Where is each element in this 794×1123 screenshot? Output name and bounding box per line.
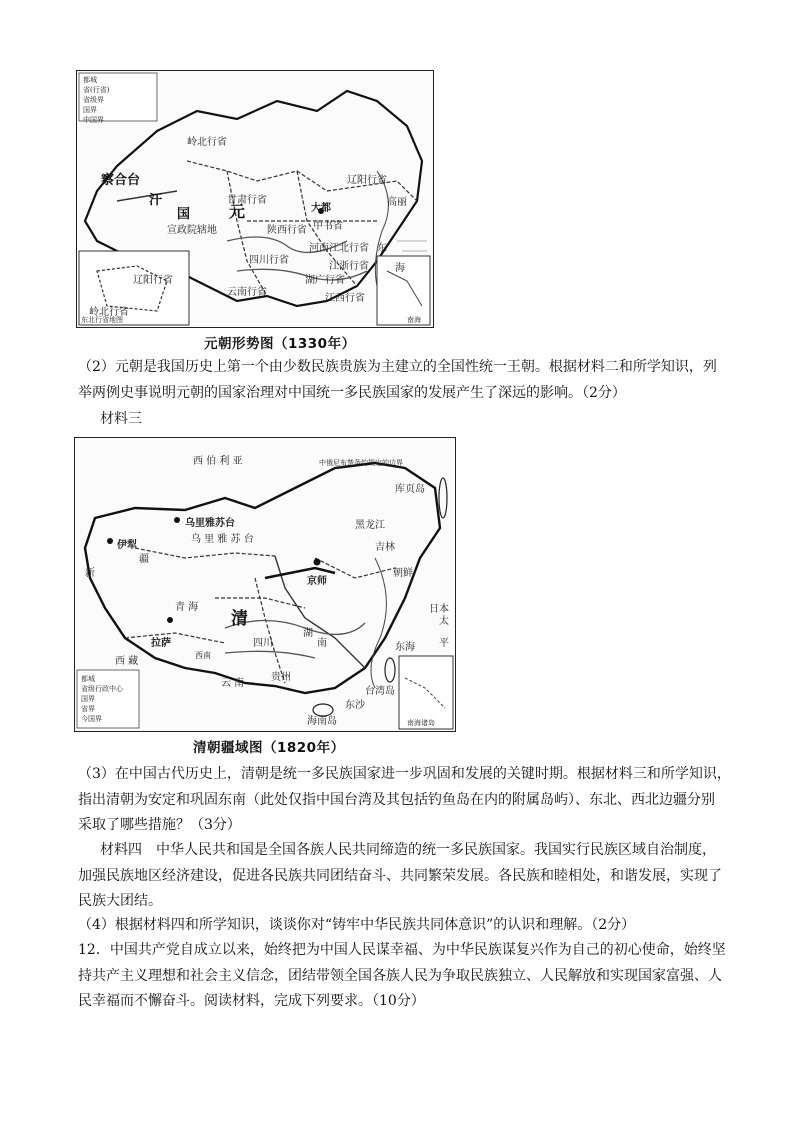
label-yunnan: 云 南 (221, 678, 245, 689)
map1-caption: 元朝形势图（1330年） (204, 336, 356, 352)
qing-dynasty-map (74, 437, 456, 732)
label-ganshu: 甘肃行省 (227, 195, 267, 206)
label-guizhou: 贵州 (271, 672, 291, 683)
label-wuliyasutai: 乌里雅苏台 (185, 518, 235, 529)
label-xiboliya: 西 伯 利 亚 (193, 456, 243, 467)
label-hai: 海 (395, 263, 405, 274)
label-xinan: 西南 (195, 651, 211, 660)
question-3 (78, 762, 731, 839)
label-ping: 平 (439, 638, 449, 649)
label-jiang: 疆 (139, 554, 149, 565)
label-han: 汗 (149, 193, 163, 208)
question-2 (78, 355, 718, 406)
label-tai: 太 (439, 616, 449, 627)
map2-legend: 都城 省级行政中心 国界 省界 今国界 (81, 675, 123, 723)
q3-line-1: （3）在中国古代历史上，清朝是统一多民族国家进一步巩固和发展的关键时期。根据材料三和所学知识， (78, 766, 731, 782)
label-chaoxian: 朝鲜 (393, 568, 413, 579)
question-12 (78, 938, 726, 1015)
label-nan: 南 (317, 638, 327, 649)
m4-line-2: 加强民族地区经济建设，促进各民族共同团结奋斗、共同繁荣发展。各民族和睦相处，和谐发展，实现了 (78, 867, 722, 884)
q12-line-3: 民幸福而不懈奋斗。阅读材料，完成下列要求。（10分） (78, 993, 425, 1009)
label-dong: 东 (377, 243, 387, 254)
label-zhongeni: 中俄尼布楚条约规定的边界 (319, 459, 403, 467)
q3-line-2: 指出清朝为安定和巩固东南（此处仅指中国台湾及其包括钓鱼岛在内的附属岛屿）、东北、西北边疆分别 (78, 791, 715, 808)
label-taiwan: 台湾岛 (365, 686, 395, 697)
label-gaoli: 高丽 (387, 197, 407, 208)
q2-line-1: （2）元朝是我国历史上第一个由少数民族贵族为主建立的全国性统一王朝。根据材料二和所学知识，列 (78, 359, 717, 375)
label-hainan: 海南岛 (307, 716, 337, 727)
q12-line-2: 持共产主义理想和社会主义信念，团结带领全国各族人民为争取民族独立、人民解放和实现国家富强、人 (78, 967, 722, 984)
label-sichuan: 四川 (253, 638, 273, 649)
label-lingbei: 岭北行省 (187, 137, 227, 148)
label-jiangxi: 江西行省 (325, 293, 365, 304)
label-wulianghai: 乌 里 雅 苏 台 (191, 534, 254, 545)
m4-line-1: 材料四 中华人民共和国是全国各族人民共同缔造的统一多民族国家。我国实行民族区域自治制度， (100, 842, 716, 858)
label-shaanxi: 陕西行省 (267, 225, 307, 236)
label-hu: 湖 (303, 628, 313, 639)
label-huguang: 湖广行省 (305, 275, 345, 286)
label-dadu: 大都 (311, 203, 331, 214)
label-zhongshu: 中书省 (313, 221, 343, 232)
m4-line-3: 民族大团结。 (78, 893, 162, 909)
yuan-dynasty-map (76, 70, 434, 328)
label-dongsha: 东沙 (345, 700, 365, 711)
map2-caption: 清朝疆域图（1820年） (193, 740, 345, 756)
label-donghai: 东海 (395, 642, 415, 653)
label-qinghai: 青 海 (175, 602, 199, 613)
label-chahetai: 察合台 (101, 173, 141, 188)
label-guo: 国 (177, 207, 191, 222)
label-jiangzhe: 江浙行省 (329, 261, 369, 272)
material-4 (78, 838, 722, 915)
map1-legend: 都城 省(行省) 省级界 国界 中国界 (83, 76, 110, 124)
label-xuanzheng: 宣政院辖地 (167, 225, 217, 236)
label-xin: 新 (85, 568, 95, 579)
label-sichuan: 四川行省 (249, 255, 289, 266)
label-heilongjiang: 黑龙江 (355, 520, 385, 531)
label-qing: 清 (231, 609, 248, 629)
label-jilin: 吉林 (375, 542, 395, 553)
label-yunnan: 云南行省 (227, 287, 267, 298)
q2-line-2: 举两例史事说明元朝的国家治理对中国统一多民族国家的发展产生了深远的影响。（2分） (78, 384, 626, 401)
label-riben: 日本 (429, 604, 449, 615)
q4-line: （4）根据材料四和所学知识，谈谈你对“铸牢中华民族共同体意识”的认识和理解。（2分） (78, 917, 636, 933)
label-liaoyang: 辽阳行省 (347, 175, 387, 186)
label-inset2: 南海 (407, 316, 421, 324)
label-jingshi: 京师 (307, 576, 327, 587)
label-liaoyang2: 辽阳行省 (133, 275, 173, 286)
label-nanhai: 南海诸岛 (407, 719, 435, 727)
question-4 (78, 913, 718, 939)
label-yuan: 元 (229, 202, 246, 221)
label-lasa: 拉萨 (151, 638, 171, 649)
label-xizang: 西 藏 (115, 656, 139, 667)
q12-line-1: 12．中国共产党自成立以来，始终把为中国人民谋幸福、为中华民族谋复兴作为自己的初心使命，始终坚 (78, 942, 726, 958)
label-inset1: 东北行省地图 (81, 316, 123, 324)
material-3-heading: 材料三 (100, 411, 142, 427)
q3-line-3: 采取了哪些措施？（3分） (78, 817, 241, 833)
label-lingbei2: 岭北行省 (89, 307, 129, 318)
label-kuye: 库页岛 (395, 484, 425, 495)
label-yili: 伊犁 (117, 540, 137, 551)
label-henan: 河南江北行省 (309, 243, 369, 254)
